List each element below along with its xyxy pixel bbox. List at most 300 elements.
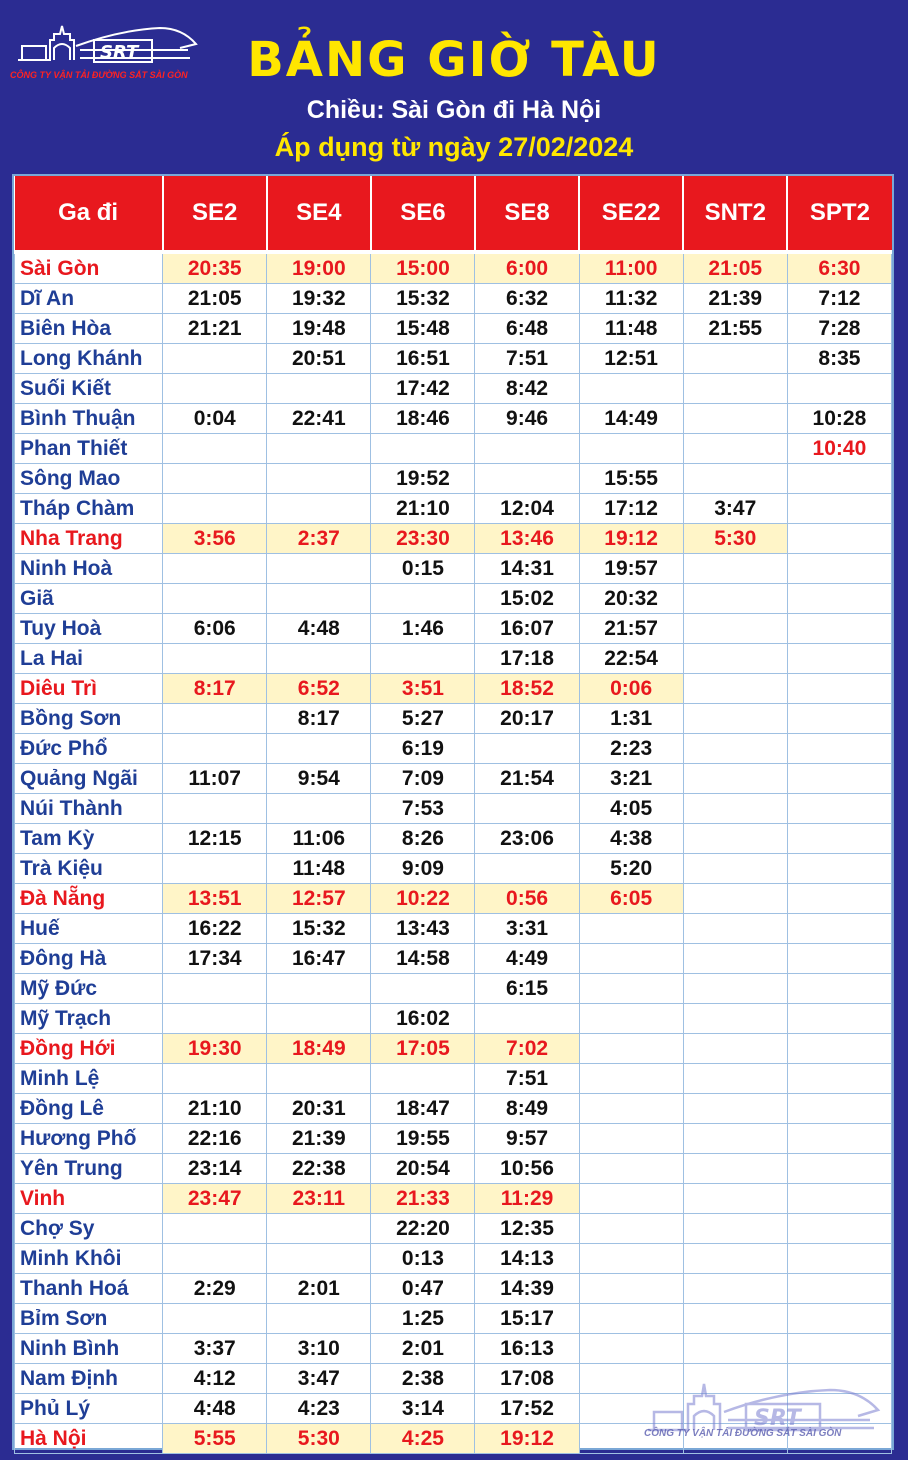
time-cell: 6:48: [475, 314, 579, 344]
time-cell: 18:47: [371, 1094, 475, 1124]
time-cell: 4:23: [267, 1394, 371, 1424]
time-cell: 19:12: [475, 1424, 579, 1454]
time-cell: 4:48: [267, 614, 371, 644]
time-cell: 16:51: [371, 344, 475, 374]
time-cell: 12:51: [579, 344, 683, 374]
table-row: [15, 1034, 892, 1064]
station-name: Phủ Lý: [15, 1394, 163, 1424]
time-cell: [683, 1184, 787, 1214]
time-cell: [683, 794, 787, 824]
station-name: Bồng Sơn: [15, 704, 163, 734]
poster-header: [4, 4, 904, 170]
time-cell: [683, 1034, 787, 1064]
time-cell: 11:29: [475, 1184, 579, 1214]
time-cell: [475, 464, 579, 494]
time-cell: 0:15: [371, 554, 475, 584]
time-cell: 22:38: [267, 1154, 371, 1184]
time-cell: 8:42: [475, 374, 579, 404]
time-cell: 11:48: [579, 314, 683, 344]
time-cell: 8:26: [371, 824, 475, 854]
time-cell: [683, 704, 787, 734]
table-row: [15, 944, 892, 974]
table-row: [15, 584, 892, 614]
time-cell: 21:10: [163, 1094, 267, 1124]
time-cell: 3:51: [371, 674, 475, 704]
time-cell: [267, 434, 371, 464]
direction-label: Chiều: Sài Gòn đi Hà Nội: [306, 96, 602, 124]
time-cell: 6:00: [475, 252, 579, 284]
time-cell: 17:52: [475, 1394, 579, 1424]
time-cell: 19:12: [579, 524, 683, 554]
time-cell: 6:30: [787, 252, 891, 284]
time-cell: 19:32: [267, 284, 371, 314]
time-cell: [787, 674, 891, 704]
table-body: [15, 252, 892, 1454]
time-cell: 5:30: [267, 1424, 371, 1454]
table-row: [15, 614, 892, 644]
time-cell: [267, 974, 371, 1004]
time-cell: 7:51: [475, 344, 579, 374]
time-cell: [787, 614, 891, 644]
table-row: [15, 794, 892, 824]
time-cell: 21:39: [683, 284, 787, 314]
time-cell: 21:05: [683, 252, 787, 284]
time-cell: 23:11: [267, 1184, 371, 1214]
station-name: Đà Nẵng: [15, 884, 163, 914]
time-cell: [579, 1214, 683, 1244]
time-cell: 3:10: [267, 1334, 371, 1364]
time-cell: 8:17: [163, 674, 267, 704]
time-cell: [683, 1274, 787, 1304]
time-cell: 14:49: [579, 404, 683, 434]
time-cell: 7:09: [371, 764, 475, 794]
station-name: Nam Định: [15, 1364, 163, 1394]
time-cell: 6:05: [579, 884, 683, 914]
time-cell: [787, 914, 891, 944]
table-row: [15, 524, 892, 554]
time-cell: [787, 1034, 891, 1064]
station-name: Biên Hòa: [15, 314, 163, 344]
time-cell: [267, 1064, 371, 1094]
table-row: [15, 1064, 892, 1094]
time-cell: [371, 974, 475, 1004]
time-cell: [787, 704, 891, 734]
time-cell: [787, 494, 891, 524]
column-header-station: Ga đi: [15, 176, 163, 252]
time-cell: [787, 734, 891, 764]
time-cell: 15:48: [371, 314, 475, 344]
time-cell: [163, 794, 267, 824]
time-cell: 15:17: [475, 1304, 579, 1334]
time-cell: [683, 1304, 787, 1334]
time-cell: [787, 974, 891, 1004]
station-name: Long Khánh: [15, 344, 163, 374]
time-cell: [267, 554, 371, 584]
time-cell: [267, 464, 371, 494]
time-cell: 1:31: [579, 704, 683, 734]
watermark-caption: CÔNG TY VẬN TẢI ĐƯỜNG SẮT SÀI GÒN: [644, 1428, 842, 1439]
time-cell: [683, 1004, 787, 1034]
time-cell: 17:05: [371, 1034, 475, 1064]
station-name: Hà Nội: [15, 1424, 163, 1454]
time-cell: [579, 434, 683, 464]
time-cell: [683, 974, 787, 1004]
column-header-train: SNT2: [683, 176, 787, 252]
time-cell: [787, 884, 891, 914]
time-cell: [475, 794, 579, 824]
station-name: Mỹ Đức: [15, 974, 163, 1004]
time-cell: [683, 734, 787, 764]
time-cell: [787, 1124, 891, 1154]
time-cell: [163, 554, 267, 584]
time-cell: [787, 1214, 891, 1244]
table-row: [15, 1184, 892, 1214]
time-cell: [579, 1004, 683, 1034]
time-cell: [371, 434, 475, 464]
time-cell: 7:51: [475, 1064, 579, 1094]
time-cell: [787, 1244, 891, 1274]
time-cell: [267, 734, 371, 764]
time-cell: [683, 884, 787, 914]
time-cell: 5:20: [579, 854, 683, 884]
time-cell: 1:25: [371, 1304, 475, 1334]
time-cell: 11:32: [579, 284, 683, 314]
time-cell: 14:31: [475, 554, 579, 584]
time-cell: 12:35: [475, 1214, 579, 1244]
table-row: [15, 1274, 892, 1304]
time-cell: 4:49: [475, 944, 579, 974]
station-name: Minh Lệ: [15, 1064, 163, 1094]
time-cell: 9:46: [475, 404, 579, 434]
time-cell: [579, 1244, 683, 1274]
station-name: Yên Trung: [15, 1154, 163, 1184]
time-cell: [267, 584, 371, 614]
station-name: Giã: [15, 584, 163, 614]
station-name: Ninh Bình: [15, 1334, 163, 1364]
table-row: [15, 464, 892, 494]
time-cell: 21:33: [371, 1184, 475, 1214]
time-cell: 12:15: [163, 824, 267, 854]
time-cell: [163, 494, 267, 524]
time-cell: 20:31: [267, 1094, 371, 1124]
time-cell: 23:47: [163, 1184, 267, 1214]
time-cell: [267, 644, 371, 674]
time-cell: [267, 1244, 371, 1274]
station-name: Chợ Sy: [15, 1214, 163, 1244]
time-cell: 23:30: [371, 524, 475, 554]
table-row: [15, 884, 892, 914]
time-cell: 2:01: [267, 1274, 371, 1304]
station-name: La Hai: [15, 644, 163, 674]
column-header-train: SE4: [267, 176, 371, 252]
table-row: [15, 764, 892, 794]
table-row: [15, 734, 892, 764]
time-cell: [787, 584, 891, 614]
time-cell: [683, 944, 787, 974]
time-cell: 16:13: [475, 1334, 579, 1364]
table-row: [15, 1244, 892, 1274]
time-cell: 2:37: [267, 524, 371, 554]
table-row: [15, 494, 892, 524]
time-cell: [787, 1004, 891, 1034]
time-cell: 14:58: [371, 944, 475, 974]
time-cell: [683, 854, 787, 884]
time-cell: [163, 344, 267, 374]
station-name: Phan Thiết: [15, 434, 163, 464]
time-cell: 0:47: [371, 1274, 475, 1304]
time-cell: [683, 1244, 787, 1274]
time-cell: [787, 1184, 891, 1214]
time-cell: 17:34: [163, 944, 267, 974]
time-cell: [163, 1304, 267, 1334]
time-cell: 2:01: [371, 1334, 475, 1364]
station-name: Đồng Hới: [15, 1034, 163, 1064]
time-cell: [371, 584, 475, 614]
table-row: [15, 314, 892, 344]
time-cell: 23:14: [163, 1154, 267, 1184]
time-cell: 10:28: [787, 404, 891, 434]
time-cell: [371, 1064, 475, 1094]
time-cell: [683, 374, 787, 404]
time-cell: [683, 584, 787, 614]
time-cell: [683, 914, 787, 944]
time-cell: 3:31: [475, 914, 579, 944]
time-cell: [579, 974, 683, 1004]
time-cell: 4:48: [163, 1394, 267, 1424]
time-cell: 6:15: [475, 974, 579, 1004]
page-title: BẢNG GIỜ TÀU: [247, 32, 661, 88]
time-cell: 9:57: [475, 1124, 579, 1154]
time-cell: 21:57: [579, 614, 683, 644]
time-cell: 15:55: [579, 464, 683, 494]
time-cell: 3:14: [371, 1394, 475, 1424]
time-cell: 6:52: [267, 674, 371, 704]
time-cell: [787, 1154, 891, 1184]
time-cell: 18:52: [475, 674, 579, 704]
time-cell: [163, 854, 267, 884]
time-cell: [267, 1004, 371, 1034]
time-cell: 9:54: [267, 764, 371, 794]
time-cell: 2:23: [579, 734, 683, 764]
time-cell: 21:54: [475, 764, 579, 794]
time-cell: 19:55: [371, 1124, 475, 1154]
time-cell: 19:52: [371, 464, 475, 494]
time-cell: 10:56: [475, 1154, 579, 1184]
time-cell: [683, 1214, 787, 1244]
time-cell: [371, 644, 475, 674]
time-cell: [683, 644, 787, 674]
time-cell: 17:42: [371, 374, 475, 404]
time-cell: [163, 584, 267, 614]
table-row: [15, 824, 892, 854]
time-cell: [787, 644, 891, 674]
table-row: [15, 1214, 892, 1244]
time-cell: [579, 1034, 683, 1064]
time-cell: [163, 644, 267, 674]
station-name: Quảng Ngãi: [15, 764, 163, 794]
time-cell: [683, 674, 787, 704]
time-cell: 17:08: [475, 1364, 579, 1394]
time-cell: [579, 1184, 683, 1214]
time-cell: [683, 464, 787, 494]
table-row: [15, 1094, 892, 1124]
station-name: Vinh: [15, 1184, 163, 1214]
timetable: [12, 174, 894, 1450]
time-cell: [579, 1274, 683, 1304]
column-header-train: SE2: [163, 176, 267, 252]
time-cell: 10:22: [371, 884, 475, 914]
station-name: Huế: [15, 914, 163, 944]
time-cell: 5:30: [683, 524, 787, 554]
time-cell: [579, 1124, 683, 1154]
time-cell: 0:56: [475, 884, 579, 914]
time-cell: [163, 1244, 267, 1274]
time-cell: [163, 1064, 267, 1094]
time-cell: 13:46: [475, 524, 579, 554]
time-cell: 21:10: [371, 494, 475, 524]
time-cell: 19:00: [267, 252, 371, 284]
time-cell: [579, 914, 683, 944]
time-cell: 20:51: [267, 344, 371, 374]
time-cell: 15:32: [371, 284, 475, 314]
table-row: [15, 974, 892, 1004]
table-row: [15, 344, 892, 374]
time-cell: 21:39: [267, 1124, 371, 1154]
time-cell: 13:43: [371, 914, 475, 944]
apply-date: Áp dụng từ ngày 27/02/2024: [274, 132, 634, 162]
time-cell: [683, 404, 787, 434]
table-row: [15, 1124, 892, 1154]
time-cell: [475, 1004, 579, 1034]
station-name: Hương Phố: [15, 1124, 163, 1154]
time-cell: 22:20: [371, 1214, 475, 1244]
time-cell: 5:27: [371, 704, 475, 734]
station-name: Mỹ Trạch: [15, 1004, 163, 1034]
time-cell: 23:06: [475, 824, 579, 854]
time-cell: 6:19: [371, 734, 475, 764]
time-cell: [579, 1064, 683, 1094]
time-cell: 16:47: [267, 944, 371, 974]
time-cell: 4:05: [579, 794, 683, 824]
time-cell: [787, 1064, 891, 1094]
time-cell: [475, 734, 579, 764]
time-cell: [475, 854, 579, 884]
time-cell: 8:49: [475, 1094, 579, 1124]
time-cell: 11:00: [579, 252, 683, 284]
time-cell: 7:28: [787, 314, 891, 344]
time-cell: 22:16: [163, 1124, 267, 1154]
time-cell: 14:13: [475, 1244, 579, 1274]
time-cell: [787, 1274, 891, 1304]
time-cell: 20:35: [163, 252, 267, 284]
time-cell: [787, 464, 891, 494]
table-row: [15, 404, 892, 434]
time-cell: [787, 1304, 891, 1334]
watermark-logo-text: SRT: [754, 1406, 801, 1431]
time-cell: 4:12: [163, 1364, 267, 1394]
station-name: Ninh Hoà: [15, 554, 163, 584]
logo-caption: CÔNG TY VẬN TẢI ĐƯỜNG SẮT SÀI GÒN: [10, 70, 188, 80]
time-cell: [683, 1334, 787, 1364]
station-name: Đồng Lê: [15, 1094, 163, 1124]
time-cell: [579, 1094, 683, 1124]
time-cell: [163, 374, 267, 404]
station-name: Núi Thành: [15, 794, 163, 824]
time-cell: 20:32: [579, 584, 683, 614]
time-cell: 2:38: [371, 1364, 475, 1394]
time-cell: 14:39: [475, 1274, 579, 1304]
time-cell: 11:48: [267, 854, 371, 884]
time-cell: 0:13: [371, 1244, 475, 1274]
table-row: [15, 644, 892, 674]
time-cell: [683, 614, 787, 644]
table-row: [15, 704, 892, 734]
station-name: Diêu Trì: [15, 674, 163, 704]
time-cell: 19:30: [163, 1034, 267, 1064]
time-cell: 16:02: [371, 1004, 475, 1034]
time-cell: [787, 1094, 891, 1124]
timetable-grid: [14, 176, 892, 1454]
time-cell: [683, 764, 787, 794]
time-cell: 15:00: [371, 252, 475, 284]
time-cell: 0:06: [579, 674, 683, 704]
time-cell: 13:51: [163, 884, 267, 914]
time-cell: 22:41: [267, 404, 371, 434]
station-name: Đức Phổ: [15, 734, 163, 764]
table-row: [15, 914, 892, 944]
time-cell: [787, 764, 891, 794]
table-row: [15, 284, 892, 314]
column-header-train: SE6: [371, 176, 475, 252]
time-cell: 15:02: [475, 584, 579, 614]
time-cell: 11:07: [163, 764, 267, 794]
time-cell: [787, 554, 891, 584]
time-cell: [267, 1304, 371, 1334]
time-cell: [683, 1124, 787, 1154]
time-cell: [683, 824, 787, 854]
time-cell: [163, 1214, 267, 1244]
time-cell: 22:54: [579, 644, 683, 674]
time-cell: [787, 794, 891, 824]
station-name: Tuy Hoà: [15, 614, 163, 644]
time-cell: 3:21: [579, 764, 683, 794]
time-cell: 8:17: [267, 704, 371, 734]
time-cell: [787, 854, 891, 884]
table-row: [15, 1304, 892, 1334]
table-row: [15, 1004, 892, 1034]
time-cell: 15:32: [267, 914, 371, 944]
time-cell: [683, 554, 787, 584]
time-cell: 5:55: [163, 1424, 267, 1454]
time-cell: [579, 1334, 683, 1364]
time-cell: [787, 524, 891, 554]
time-cell: [163, 974, 267, 1004]
time-cell: [163, 704, 267, 734]
station-name: Dĩ An: [15, 284, 163, 314]
time-cell: [683, 344, 787, 374]
time-cell: 0:04: [163, 404, 267, 434]
time-cell: [787, 374, 891, 404]
time-cell: 17:12: [579, 494, 683, 524]
time-cell: [475, 434, 579, 464]
column-header-train: SE8: [475, 176, 579, 252]
time-cell: [163, 734, 267, 764]
time-cell: 3:37: [163, 1334, 267, 1364]
station-name: Đông Hà: [15, 944, 163, 974]
table-header-row: [15, 176, 892, 252]
table-row: [15, 434, 892, 464]
time-cell: 1:46: [371, 614, 475, 644]
